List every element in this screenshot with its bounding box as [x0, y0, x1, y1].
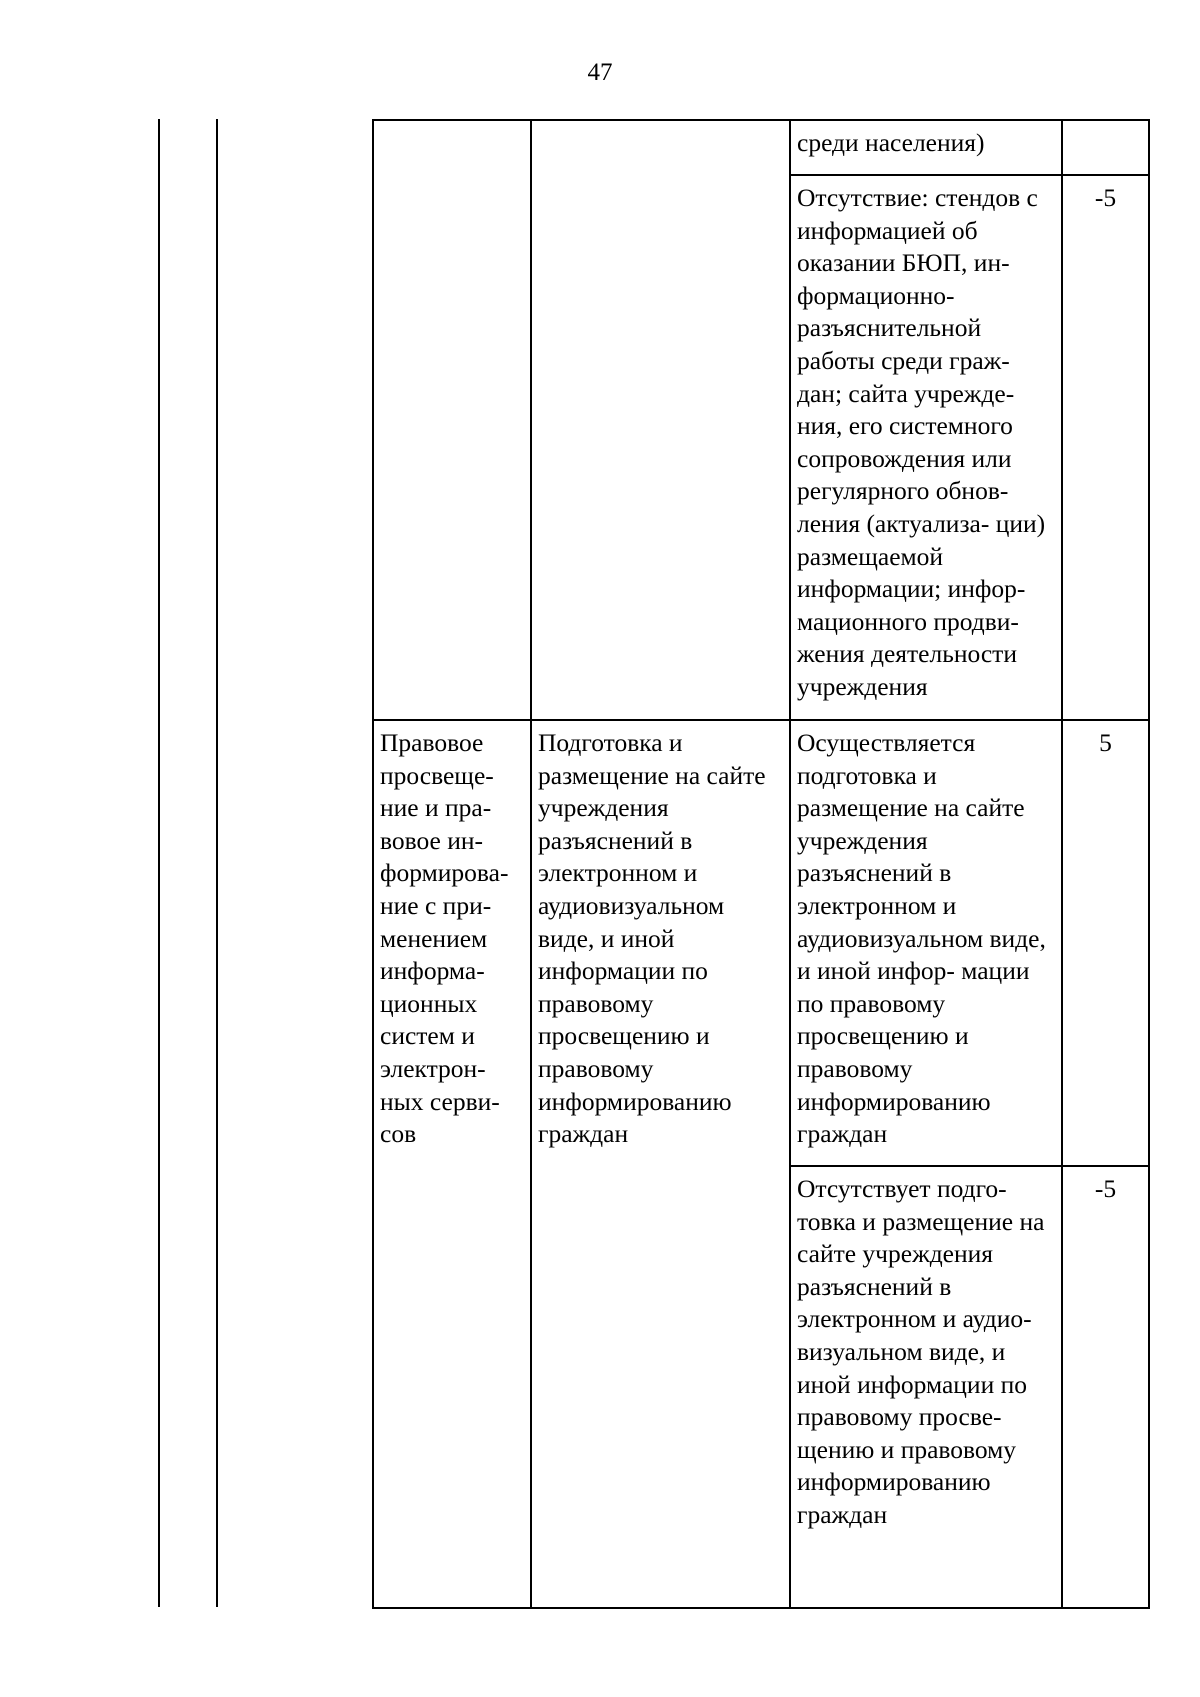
description-cell: Отсутствие: стендов с информацией об оказании БЮП, ин- формационно- разъяснительной работы среди граж- дан; сайта учрежде- ния, его системного сопровождения или регулярного обнов- ления (актуализа- ции) размещаемой информации; инфор- мационного продви- жения деятельности учреждения — [790, 175, 1062, 720]
score-cell: -5 — [1062, 1166, 1149, 1608]
score-cell: -5 — [1062, 175, 1149, 720]
indicator-cell — [531, 120, 790, 720]
indicator-cell: Подготовка и размещение на сайте учреждения разъяснений в электронном и аудиовизуальном виде, и иной информации по правовому просвещению и правовому информированию граждан — [531, 720, 790, 1608]
description-cell: Осуществляется подготовка и размещение на сайте учреждения разъяснений в электронном и аудиовизуальном виде, и иной инфор- мации по правовому просвещению и правовому информированию граждан — [790, 720, 1062, 1166]
criteria-table-container — [372, 119, 1150, 1609]
score-cell — [1062, 120, 1149, 175]
criteria-table — [372, 119, 1150, 1609]
left-margin-line-inner — [216, 119, 218, 1607]
table-row — [373, 120, 1149, 175]
criterion-cell — [373, 120, 531, 720]
page-number: 47 — [587, 59, 613, 86]
description-cell: Отсутствует подго- товка и размещение на сайте учреждения разъяснений в электронном и аудио-визуальном виде, и иной информации по правовому просве- щению и правовому информированию граждан — [790, 1166, 1062, 1608]
description-cell: среди населения) — [790, 120, 1062, 175]
score-cell: 5 — [1062, 720, 1149, 1166]
left-margin-line-outer — [158, 119, 160, 1607]
criterion-cell: Правовое просвеще- ние и пра- вовое ин- формирова- ние с при- менением информа- ционных систем и электрон- ных серви- сов — [373, 720, 531, 1608]
table-row — [373, 720, 1149, 1166]
